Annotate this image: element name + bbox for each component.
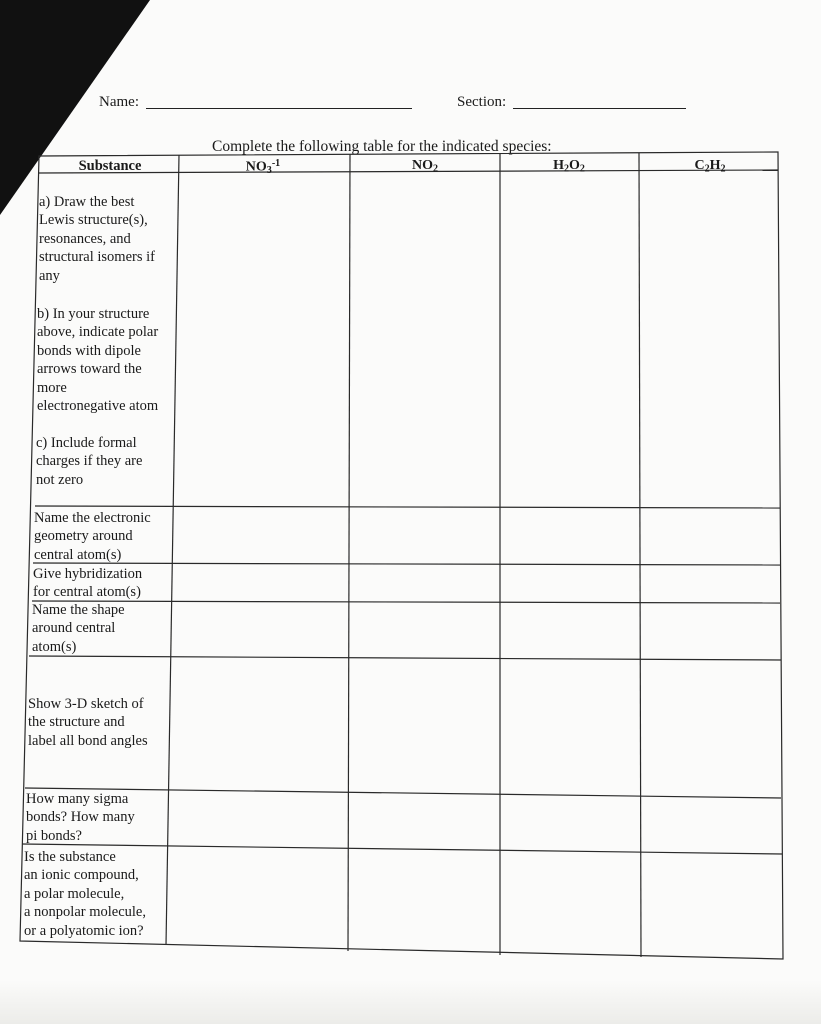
row-label-substance-type: Is the substance an ionic compound, a polar molecule, a nonpolar molecule, or a polyatomic ion? [24,849,146,939]
species-header-no3: $NO_3^{-1}$ [245,158,281,177]
row-label-lewis-structure: a) Draw the best Lewis structure(s), resonances, and structural isomers if any [39,194,155,284]
row-label-hybridization: Give hybridization for central atom(s) [33,566,143,601]
name-label: Name: [99,94,139,110]
species-header-no2: $NO_2$ [411,158,439,175]
row-label-shape: Name the shape around central atom(s) [32,602,125,655]
row-label-3d-sketch: Show 3-D sketch of the structure and label all bond angles [28,696,148,749]
page-bottom-shading [0,980,821,1024]
section-label: Section: [457,94,507,110]
row-label-formal-charges: c) Include formal charges if they are not zero [36,435,143,488]
instructions: Complete the following table for the indicated species: [212,138,552,155]
species-header-c2h2: $C_2H_2$ [694,158,726,175]
row-label-sigma-pi-bonds: How many sigma bonds? How many pi bonds? [26,791,135,844]
species-header-h2o2: $H_2O_2$ [553,158,585,175]
row-label-electronic-geometry: Name the electronic geometry around central atom(s) [34,510,151,563]
substance-header: Substance [78,158,142,174]
row-label-polar-bonds: b) In your structure above, indicate polar bonds with dipole arrows toward the more electronegative atom [37,306,159,415]
